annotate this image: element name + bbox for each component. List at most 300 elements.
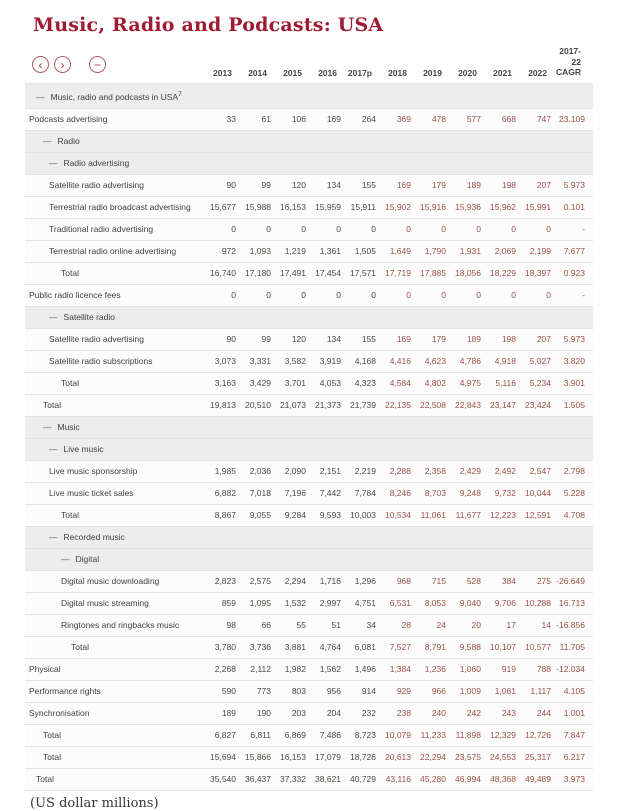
value-cell: 788 <box>536 663 551 674</box>
value-cell: 1,985 <box>214 465 236 476</box>
row-label-text: Recorded music <box>63 531 125 542</box>
value-cell: 264 <box>361 113 376 124</box>
value-cell: 968 <box>396 575 411 586</box>
cagr-cell: 11.705 <box>559 641 585 652</box>
value-cell: 66 <box>261 619 271 630</box>
value-cell: 21,073 <box>280 399 306 410</box>
row-label-text: Total <box>43 399 61 410</box>
value-cell: 0 <box>371 289 376 300</box>
value-cell: 0 <box>336 289 341 300</box>
value-cell: 45,280 <box>420 773 446 784</box>
collapse-dash-icon[interactable]: — <box>36 91 45 102</box>
cagr-cell: -16.856 <box>556 619 585 630</box>
row-label-text: Podcasts advertising <box>29 113 108 124</box>
value-cell: 0 <box>546 223 551 234</box>
value-cell: 914 <box>361 685 376 696</box>
value-cell: 2,036 <box>249 465 271 476</box>
value-cell: 972 <box>221 245 236 256</box>
value-cell: 207 <box>536 333 551 344</box>
value-cell: 55 <box>296 619 306 630</box>
value-cell: 3,429 <box>249 377 271 388</box>
row-label <box>25 466 201 477</box>
cagr-cell: 6.217 <box>563 751 585 762</box>
row-label <box>25 532 593 543</box>
value-cell: 478 <box>431 113 446 124</box>
value-cell: 4,802 <box>424 377 446 388</box>
value-cell: 956 <box>326 685 341 696</box>
value-cell: 2,069 <box>494 245 516 256</box>
row-label-text: Performance rights <box>29 685 101 696</box>
value-cell: 169 <box>396 333 411 344</box>
value-cell: 2,090 <box>284 465 306 476</box>
value-cell: 16,153 <box>280 751 306 762</box>
value-cell: 1,532 <box>284 597 306 608</box>
value-cell: 919 <box>501 663 516 674</box>
cagr-cell: 4.708 <box>563 509 585 520</box>
value-cell: 3,919 <box>319 355 341 366</box>
chevron-right-icon: › <box>60 57 65 72</box>
value-cell: 1,649 <box>389 245 411 256</box>
value-cell: 15,902 <box>385 201 411 212</box>
value-cell: 0 <box>546 289 551 300</box>
value-cell: 7,527 <box>389 641 411 652</box>
value-cell: 8,053 <box>424 597 446 608</box>
row-label <box>25 774 201 785</box>
collapse-dash-icon[interactable]: — <box>49 157 58 168</box>
row-label-text: Total <box>61 509 79 520</box>
value-cell: 2,492 <box>494 465 516 476</box>
value-cell: 6,531 <box>389 597 411 608</box>
value-cell: 6,811 <box>250 729 271 740</box>
total-row <box>25 395 593 417</box>
row-label-text: Satellite radio subscriptions <box>49 355 153 366</box>
total-row <box>25 725 593 747</box>
cagr-cell: 5.228 <box>563 487 585 498</box>
value-cell: 238 <box>396 707 411 718</box>
year-header: 2018 <box>388 67 407 78</box>
data-row <box>25 659 593 681</box>
value-cell: 11,677 <box>455 509 481 520</box>
row-label <box>25 334 201 345</box>
value-cell: 384 <box>501 575 516 586</box>
data-row <box>25 351 593 373</box>
value-cell: 90 <box>226 333 236 344</box>
value-cell: 17,885 <box>420 267 446 278</box>
row-label-text: Digital <box>75 553 100 564</box>
row-label-text: Total <box>71 641 89 652</box>
value-cell: 34 <box>366 619 376 630</box>
data-row <box>25 285 593 307</box>
value-cell: 10,577 <box>525 641 551 652</box>
cagr-cell: 0.923 <box>563 267 585 278</box>
row-label-text: Public radio licence fees <box>29 289 121 300</box>
value-cell: 61 <box>261 113 271 124</box>
cagr-cell: 3.820 <box>563 355 585 366</box>
cagr-cell: - <box>582 223 585 234</box>
value-cell: 9,732 <box>494 487 516 498</box>
value-cell: 1,061 <box>494 685 516 696</box>
value-cell: 40,729 <box>350 773 376 784</box>
row-label-text: Synchronisation <box>29 707 90 718</box>
row-label-text: Terrestrial radio broadcast advertising <box>49 201 191 212</box>
row-label-text: Radio <box>57 135 80 146</box>
row-label-text: Total <box>61 377 79 388</box>
value-cell: 90 <box>226 179 236 190</box>
value-cell: 46,994 <box>455 773 481 784</box>
group-row[interactable] <box>25 439 593 461</box>
total-row <box>25 747 593 769</box>
value-cell: 15,991 <box>525 201 551 212</box>
cagr-cell: 1.505 <box>563 399 585 410</box>
collapse-dash-icon[interactable]: — <box>49 531 58 542</box>
value-cell: 0 <box>476 289 481 300</box>
value-cell: 203 <box>291 707 306 718</box>
row-label-text: Digital music downloading <box>61 575 160 586</box>
value-cell: 773 <box>256 685 271 696</box>
value-cell: 9,706 <box>494 597 516 608</box>
value-cell: 10,534 <box>385 509 411 520</box>
value-cell: 15,916 <box>420 201 446 212</box>
value-cell: 4,786 <box>459 355 481 366</box>
value-cell: 28 <box>401 619 411 630</box>
data-row <box>25 615 593 637</box>
value-cell: 9,593 <box>319 509 341 520</box>
value-cell: 4,053 <box>319 377 341 388</box>
value-cell: 23,575 <box>455 751 481 762</box>
value-cell: 15,936 <box>455 201 481 212</box>
value-cell: 7,018 <box>249 487 271 498</box>
row-label-text: Satellite radio <box>63 311 116 322</box>
value-cell: 38,621 <box>315 773 341 784</box>
collapse-dash-icon[interactable]: — <box>43 135 52 146</box>
value-cell: 240 <box>431 707 446 718</box>
value-cell: 1,296 <box>354 575 376 586</box>
cagr-cell: 2.798 <box>563 465 585 476</box>
value-cell: 99 <box>261 333 271 344</box>
value-cell: 190 <box>256 707 271 718</box>
row-label <box>25 180 201 191</box>
row-label <box>25 422 593 433</box>
data-row <box>25 219 593 241</box>
group-row[interactable] <box>25 153 593 175</box>
value-cell: 2,288 <box>389 465 411 476</box>
value-cell: 15,866 <box>245 751 271 762</box>
value-cell: 3,736 <box>249 641 271 652</box>
data-row <box>25 329 593 351</box>
value-cell: 275 <box>536 575 551 586</box>
value-cell: 23,147 <box>490 399 516 410</box>
cagr-cell: 0.101 <box>563 201 585 212</box>
value-cell: 179 <box>431 333 446 344</box>
row-label <box>25 114 201 125</box>
value-cell: 1,982 <box>284 663 306 674</box>
group-row[interactable] <box>25 307 593 329</box>
value-cell: 9,248 <box>459 487 481 498</box>
value-cell: 17,079 <box>315 751 341 762</box>
value-cell: 17,719 <box>385 267 411 278</box>
value-cell: 18,726 <box>350 751 376 762</box>
row-label-text: Total <box>43 751 61 762</box>
value-cell: 9,040 <box>459 597 481 608</box>
data-row <box>25 703 593 725</box>
value-cell: 18,229 <box>490 267 516 278</box>
value-cell: 11,233 <box>420 729 446 740</box>
value-cell: 243 <box>501 707 516 718</box>
value-cell: 1,505 <box>354 245 376 256</box>
value-cell: 4,416 <box>389 355 411 366</box>
value-cell: 169 <box>396 179 411 190</box>
value-cell: 1,790 <box>424 245 446 256</box>
row-label <box>25 400 201 411</box>
data-row <box>25 175 593 197</box>
collapse-dash-icon[interactable]: — <box>49 443 58 454</box>
value-cell: 15,962 <box>490 201 516 212</box>
year-header: 2021 <box>493 67 512 78</box>
value-cell: 1,117 <box>530 685 551 696</box>
value-cell: 3,073 <box>214 355 236 366</box>
row-label <box>25 554 593 565</box>
value-cell: 16,153 <box>280 201 306 212</box>
value-cell: 1,093 <box>249 245 271 256</box>
row-label-text: Radio advertising <box>63 157 130 168</box>
cagr-cell: 7.847 <box>563 729 585 740</box>
value-cell: 0 <box>511 223 516 234</box>
value-cell: 10,003 <box>350 509 376 520</box>
footnote-marker: 7 <box>178 90 182 98</box>
value-cell: 0 <box>511 289 516 300</box>
value-cell: 1,384 <box>389 663 411 674</box>
value-cell: 23,424 <box>525 399 551 410</box>
value-cell: 1,095 <box>249 597 271 608</box>
value-cell: 7,486 <box>319 729 341 740</box>
cagr-cell: 16.713 <box>559 597 585 608</box>
value-cell: 5,234 <box>529 377 551 388</box>
value-cell: 244 <box>536 707 551 718</box>
value-cell: 1,931 <box>459 245 481 256</box>
value-cell: 10,044 <box>525 487 551 498</box>
value-cell: 7,442 <box>319 487 341 498</box>
row-label-text: Physical <box>29 663 61 674</box>
value-cell: 8,791 <box>424 641 446 652</box>
group-row[interactable] <box>25 417 593 439</box>
data-row <box>25 593 593 615</box>
data-row <box>25 681 593 703</box>
row-label <box>25 620 201 631</box>
group-row[interactable] <box>25 549 593 571</box>
value-cell: 12,329 <box>490 729 516 740</box>
value-cell: 4,623 <box>424 355 446 366</box>
value-cell: 20,613 <box>385 751 411 762</box>
total-row <box>25 769 593 791</box>
value-cell: 7,196 <box>284 487 306 498</box>
value-cell: 1,009 <box>459 685 481 696</box>
value-cell: 21,739 <box>350 399 376 410</box>
value-cell: 17,491 <box>280 267 306 278</box>
row-label <box>25 158 593 169</box>
year-headers <box>197 68 547 78</box>
value-cell: 0 <box>406 289 411 300</box>
next-button[interactable] <box>54 56 71 73</box>
value-cell: 0 <box>371 223 376 234</box>
row-label <box>25 444 593 455</box>
value-cell: 929 <box>396 685 411 696</box>
value-cell: 0 <box>441 223 446 234</box>
collapse-all-button[interactable] <box>89 56 106 73</box>
value-cell: 3,163 <box>214 377 236 388</box>
value-cell: 6,882 <box>214 487 236 498</box>
cagr-cell: - <box>582 289 585 300</box>
row-label <box>25 356 201 367</box>
value-cell: 198 <box>501 333 516 344</box>
row-label <box>25 664 201 675</box>
value-cell: 5,116 <box>495 377 516 388</box>
value-cell: 15,988 <box>245 201 271 212</box>
cagr-cell: 3.973 <box>563 773 585 784</box>
row-label-text: Satellite radio advertising <box>49 179 144 190</box>
data-row <box>25 109 593 131</box>
value-cell: 9,284 <box>284 509 306 520</box>
value-cell: 4,764 <box>319 641 341 652</box>
value-cell: 12,223 <box>490 509 516 520</box>
value-cell: 8,723 <box>354 729 376 740</box>
cagr-cell: -26.649 <box>556 575 585 586</box>
value-cell: 18,056 <box>455 267 481 278</box>
value-cell: 528 <box>466 575 481 586</box>
value-cell: 48,368 <box>490 773 516 784</box>
total-row <box>25 505 593 527</box>
value-cell: 6,827 <box>214 729 236 740</box>
value-cell: 106 <box>291 113 306 124</box>
row-label-text: Terrestrial radio online advertising <box>49 245 177 256</box>
value-cell: 1,562 <box>319 663 341 674</box>
value-cell: 24 <box>436 619 446 630</box>
value-cell: 803 <box>291 685 306 696</box>
minus-icon: − <box>93 57 101 72</box>
group-row[interactable] <box>25 131 593 153</box>
value-cell: 204 <box>326 707 341 718</box>
data-row <box>25 197 593 219</box>
cagr-cell: 7.677 <box>563 245 585 256</box>
value-cell: 17,571 <box>350 267 376 278</box>
toolbar <box>25 56 197 73</box>
row-label-text: Satellite radio advertising <box>49 333 144 344</box>
value-cell: 2,219 <box>354 465 376 476</box>
table-body <box>25 83 593 791</box>
group-row[interactable] <box>25 84 593 109</box>
value-cell: 2,268 <box>214 663 236 674</box>
prev-button[interactable] <box>32 56 49 73</box>
value-cell: 207 <box>536 179 551 190</box>
data-row <box>25 241 593 263</box>
value-cell: 1,236 <box>424 663 446 674</box>
value-cell: 1,219 <box>284 245 306 256</box>
value-cell: 14 <box>541 619 551 630</box>
value-cell: 232 <box>361 707 376 718</box>
cagr-header: 2017- 22 CAGR <box>555 46 581 78</box>
cagr-cell: 5.973 <box>563 179 585 190</box>
total-row <box>25 263 593 285</box>
row-label <box>25 136 593 147</box>
value-cell: 198 <box>501 179 516 190</box>
value-cell: 2,112 <box>250 663 271 674</box>
row-label <box>25 312 593 323</box>
value-cell: 49,489 <box>525 773 551 784</box>
value-cell: 120 <box>291 333 306 344</box>
value-cell: 11,061 <box>420 509 446 520</box>
row-label-text: Total <box>43 729 61 740</box>
value-cell: 2,358 <box>424 465 446 476</box>
value-cell: 155 <box>361 179 376 190</box>
value-cell: 0 <box>406 223 411 234</box>
value-cell: 12,591 <box>525 509 551 520</box>
collapse-dash-icon[interactable]: — <box>43 421 52 432</box>
value-cell: 0 <box>301 223 306 234</box>
value-cell: 21,373 <box>315 399 341 410</box>
value-cell: 37,332 <box>280 773 306 784</box>
value-cell: 33 <box>226 113 236 124</box>
value-cell: 2,294 <box>284 575 306 586</box>
value-cell: 22,135 <box>385 399 411 410</box>
row-label <box>25 642 201 653</box>
value-cell: 8,703 <box>424 487 446 498</box>
value-cell: 3,701 <box>284 377 306 388</box>
value-cell: 16,740 <box>210 267 236 278</box>
value-cell: 25,317 <box>525 751 551 762</box>
value-cell: 4,584 <box>389 377 411 388</box>
data-row <box>25 461 593 483</box>
row-label-text: Live music <box>63 443 104 454</box>
value-cell: 5,027 <box>529 355 551 366</box>
value-cell: 0 <box>266 223 271 234</box>
value-cell: 7,784 <box>354 487 376 498</box>
value-cell: 11,898 <box>455 729 481 740</box>
collapse-dash-icon[interactable]: — <box>61 553 70 564</box>
value-cell: 715 <box>431 575 446 586</box>
value-cell: 15,677 <box>210 201 236 212</box>
value-cell: 189 <box>466 333 481 344</box>
value-cell: 15,911 <box>350 201 376 212</box>
year-header: 2014 <box>248 67 267 78</box>
table-header <box>25 42 593 83</box>
value-cell: 15,694 <box>210 751 236 762</box>
value-cell: 4,975 <box>459 377 481 388</box>
value-cell: 20 <box>471 619 481 630</box>
value-cell: 169 <box>326 113 341 124</box>
value-cell: 8,246 <box>389 487 411 498</box>
row-label-text: Music <box>57 421 80 432</box>
value-cell: 2,199 <box>529 245 551 256</box>
value-cell: 0 <box>266 289 271 300</box>
row-label <box>25 224 201 235</box>
value-cell: 179 <box>431 179 446 190</box>
row-label-text: Music, radio and podcasts in USA <box>50 91 179 102</box>
value-cell: 22,294 <box>420 751 446 762</box>
year-header: 2022 <box>528 67 547 78</box>
collapse-dash-icon[interactable]: — <box>49 311 58 322</box>
value-cell: 3,780 <box>214 641 236 652</box>
value-cell: 24,553 <box>490 751 516 762</box>
page-title: Music, Radio and Podcasts: USA <box>33 14 384 36</box>
value-cell: 4,323 <box>354 377 376 388</box>
row-label <box>25 89 593 103</box>
value-cell: 9,588 <box>459 641 481 652</box>
row-label <box>25 488 201 499</box>
row-label-text: Total <box>36 773 54 784</box>
chevron-left-icon: ‹ <box>38 57 43 72</box>
value-cell: 590 <box>221 685 236 696</box>
value-cell: 134 <box>326 333 341 344</box>
group-row[interactable] <box>25 527 593 549</box>
